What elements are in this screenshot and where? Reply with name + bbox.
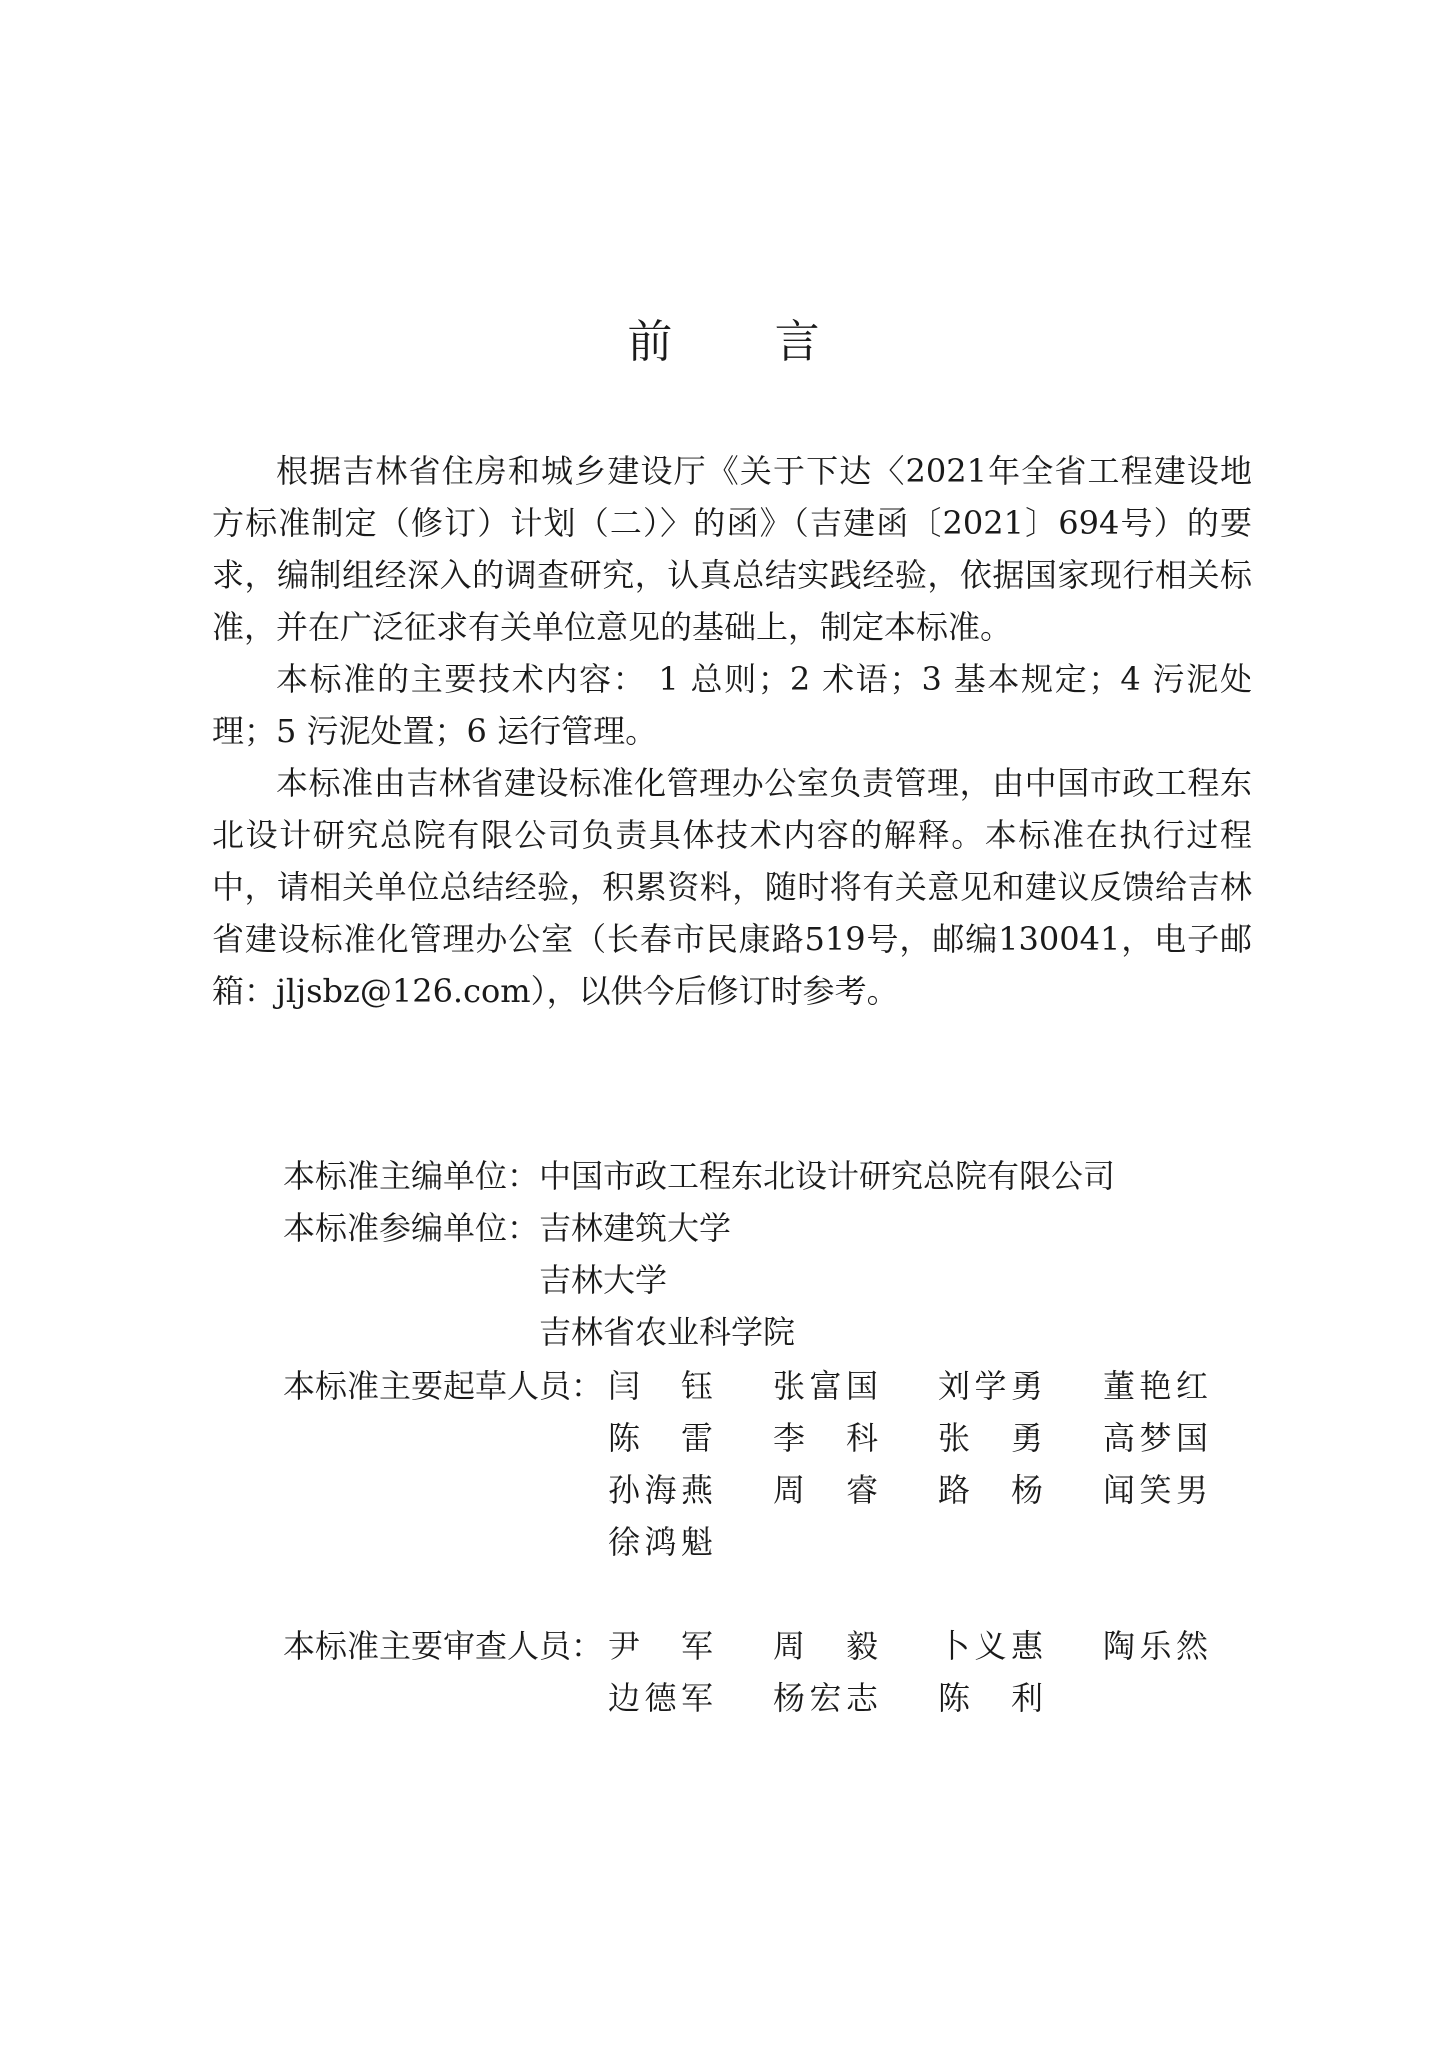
drafters-label: 本标准主要起草人员： (283, 1367, 604, 1405)
person-name: 张富国 (773, 1367, 878, 1405)
person-name: 董艳红 (1103, 1367, 1208, 1405)
person-name: 陶乐然 (1103, 1627, 1208, 1665)
preface-body (212, 445, 1252, 1017)
person-name: 李科 (773, 1419, 878, 1457)
person-name: 徐鸿魁 (608, 1523, 713, 1561)
person-name: 高梦国 (1103, 1419, 1208, 1457)
reviewers-label: 本标准主要审查人员： (283, 1627, 604, 1665)
person-name: 陈利 (938, 1679, 1043, 1717)
person-name: 闫钰 (608, 1367, 713, 1405)
person-name: 尹军 (608, 1627, 713, 1665)
chief-unit-label: 本标准主编单位： (283, 1157, 540, 1195)
paragraph: 根据吉林省住房和城乡建设厅《关于下达〈2021年全省工程建设地方标准制定（修订）计划（二）〉的函》（吉建函〔2021〕694号）的要求，编制组经深入的调查研究，认真总结实践经验，依据国家现行相关标准，并在广泛征求有关单位意见的基础上，制定本标准。 (212, 452, 1252, 646)
person-name: 张勇 (938, 1419, 1043, 1457)
participating-unit-row (539, 1254, 667, 1306)
participating-unit-row (539, 1306, 795, 1358)
paragraph: 本标准由吉林省建设标准化管理办公室负责管理，由中国市政工程东北设计研究总院有限公司负责具体技术内容的解释。本标准在执行过程中，请相关单位总结经验，积累资料，随时将有关意见和建议反馈给吉林省建设标准化管理办公室（长春市民康路519号，邮编130041，电子邮箱：jljsbz@126.com），以供今后修订时参考。 (212, 764, 1252, 1010)
person-name: 周毅 (773, 1627, 878, 1665)
person-name: 杨宏志 (773, 1679, 878, 1717)
participating-units-row (283, 1202, 731, 1254)
chief-unit-row (283, 1150, 1115, 1202)
person-name: 路杨 (938, 1471, 1043, 1509)
person-name: 闻笑男 (1103, 1471, 1208, 1509)
chief-unit-value: 中国市政工程东北设计研究总院有限公司 (539, 1157, 1116, 1195)
person-name: 周睿 (773, 1471, 878, 1509)
participating-unit: 吉林大学 (539, 1261, 668, 1299)
person-name: 陈雷 (608, 1419, 713, 1457)
participating-units-label: 本标准参编单位： (283, 1209, 540, 1247)
person-name: 卜义惠 (938, 1627, 1043, 1665)
person-name: 孙海燕 (608, 1471, 713, 1509)
person-name: 边德军 (608, 1679, 713, 1717)
paragraph: 本标准的主要技术内容： 1 总则；2 术语；3 基本规定；4 污泥处理；5 污泥处置；6 运行管理。 (212, 660, 1252, 750)
person-name: 刘学勇 (938, 1367, 1043, 1405)
page-title: 前 言 (627, 315, 864, 368)
participating-unit: 吉林省农业科学院 (539, 1313, 796, 1351)
participating-unit: 吉林建筑大学 (539, 1209, 732, 1247)
